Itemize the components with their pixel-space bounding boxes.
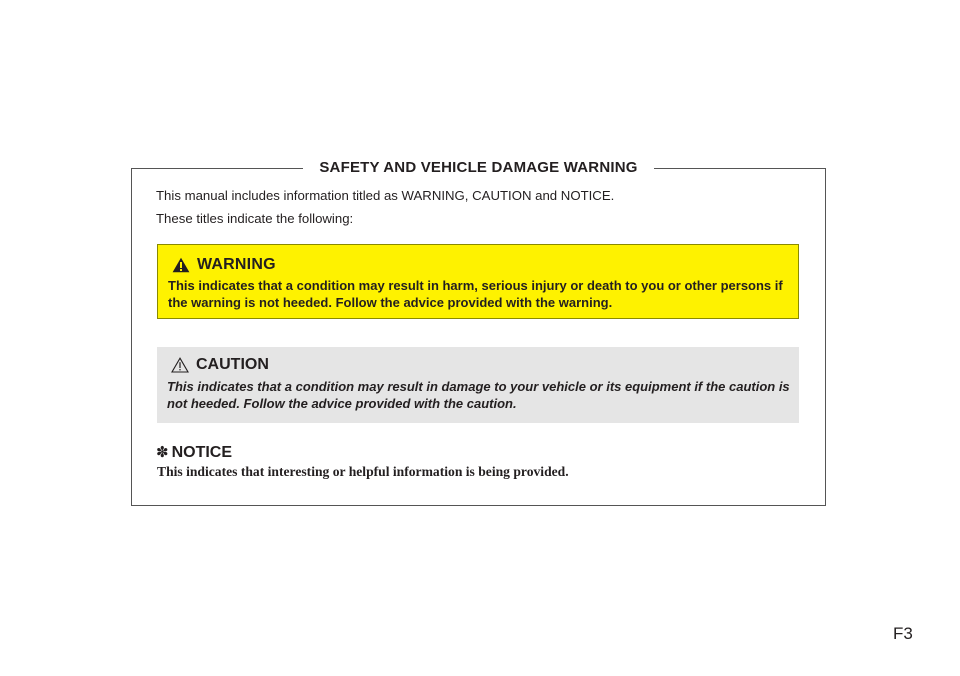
section-title: SAFETY AND VEHICLE DAMAGE WARNING	[303, 156, 653, 180]
caution-heading	[171, 356, 269, 374]
warning-title: WARNING	[197, 256, 276, 273]
warning-triangle-filled-icon	[172, 257, 190, 273]
notice-star-icon: ✽	[156, 444, 169, 461]
warning-heading	[172, 256, 276, 274]
warning-description: This indicates that a condition may result in harm, serious injury or death to you or other persons if the warning is not heeded. Follow the advice provided with the warning.	[168, 278, 783, 310]
notice-heading	[156, 443, 232, 463]
intro-line-1: This manual includes information titled as WARNING, CAUTION and NOTICE.	[156, 188, 615, 203]
caution-description: This indicates that a condition may result in damage to your vehicle or its equipment if the caution is not heeded. Follow the advice provided with the caution.	[167, 379, 790, 411]
caution-box	[157, 347, 799, 423]
warning-box	[157, 244, 799, 319]
page-number: F3	[893, 624, 913, 643]
intro-line-2: These titles indicate the following:	[156, 211, 354, 226]
notice-description: This indicates that interesting or helpful information is being provided.	[157, 464, 569, 479]
section-title-wrapper	[132, 156, 825, 180]
caution-title: CAUTION	[196, 356, 269, 373]
notice-title: NOTICE	[171, 444, 233, 461]
caution-triangle-outline-icon	[171, 357, 189, 373]
